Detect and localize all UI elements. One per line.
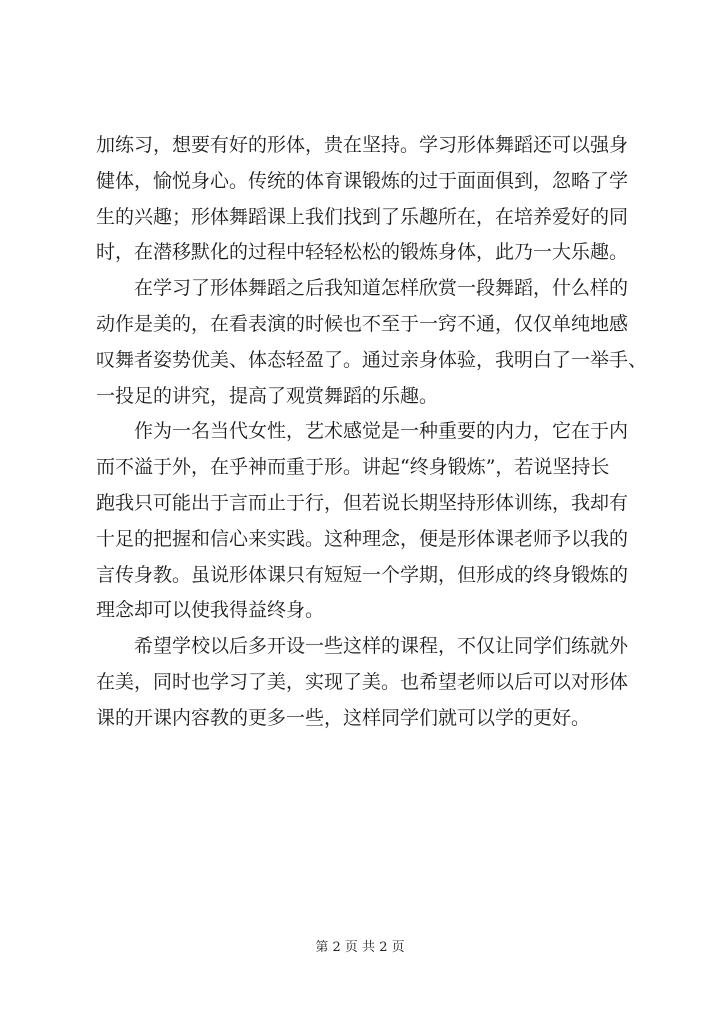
paragraph-line: 生的兴趣；形体舞蹈课上我们找到了乐趣所在，在培养爱好的同 <box>96 205 629 228</box>
paragraph-line: 作为一名当代女性，艺术感觉是一种重要的内力，它在于内 <box>134 420 629 443</box>
paragraph-line: 跑我只可能出于言而止于行，但若说长期坚持形体训练，我却有 <box>96 491 629 514</box>
paragraph-line: 健体，愉悦身心。传统的体育课锻炼的过于面面俱到，忽略了学 <box>96 169 629 192</box>
paragraph-line: 理念却可以使我得益终身。 <box>96 599 325 622</box>
paragraph-line: 时，在潜移默化的过程中轻轻松松的锻炼身体，此乃一大乐趣。 <box>96 241 629 264</box>
paragraph-line: 加练习，想要有好的形体，贵在坚持。学习形体舞蹈还可以强身 <box>96 134 629 156</box>
paragraph-line: 一投足的讲究，提高了观赏舞蹈的乐趣。 <box>96 384 439 407</box>
document-body <box>96 128 648 737</box>
paragraph-line: 课的开课内容教的更多一些，这样同学们就可以学的更好。 <box>96 706 591 729</box>
paragraph-line: 言传身教。虽说形体课只有短短一个学期，但形成的终身锻炼的 <box>96 563 629 586</box>
paragraph-line: 在学习了形体舞蹈之后我知道怎样欣赏一段舞蹈，什么样的 <box>134 277 629 300</box>
paragraph-3 <box>96 414 636 629</box>
paragraph-line: 十足的把握和信心来实践。这种理念，便是形体课老师予以我的 <box>96 527 629 550</box>
paragraph-2 <box>96 271 648 414</box>
paragraph-line: 叹舞者姿势优美、体态轻盈了。通过亲身体验，我明白了一举手、 <box>96 348 648 371</box>
paragraph-line: 希望学校以后多开设一些这样的课程，不仅让同学们练就外 <box>134 635 629 658</box>
paragraph-line: 而不溢于外，在乎神而重于形。讲起“终身锻炼”，若说坚持长 <box>96 456 610 479</box>
paragraph-1 <box>96 128 636 271</box>
paragraph-line: 动作是美的，在看表演的时候也不至于一窍不通，仅仅单纯地感 <box>96 312 629 335</box>
page-number-footer: 第 2 页 共 2 页 <box>315 940 405 955</box>
paragraph-4 <box>96 629 636 736</box>
paragraph-line: 在美，同时也学习了美，实现了美。也希望老师以后可以对形体 <box>96 670 629 693</box>
